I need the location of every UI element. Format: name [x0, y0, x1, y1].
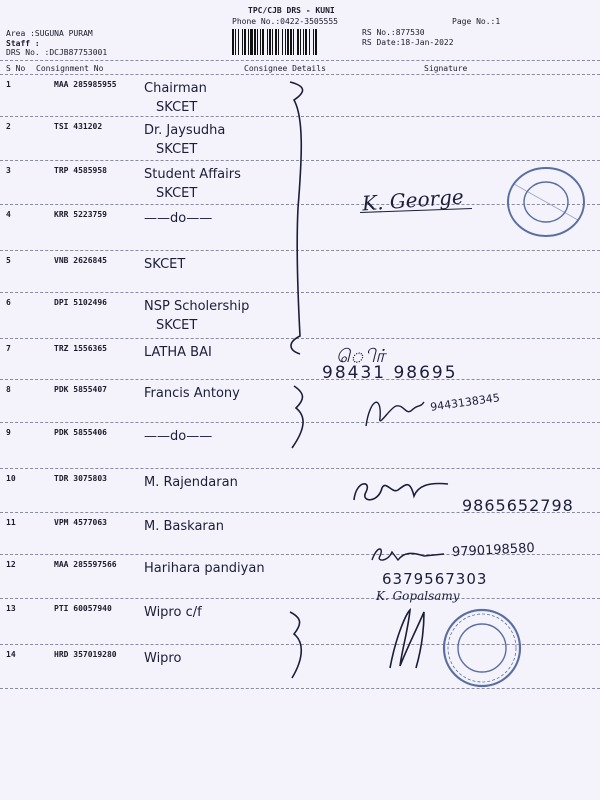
row-consignee-line1: ——do—— — [144, 429, 213, 444]
drs-title: TPC/CJB DRS - KUNI — [248, 6, 335, 15]
row-sno: 12 — [6, 560, 16, 569]
row-consignment-no: TRZ 1556365 — [54, 344, 107, 353]
row-sno: 11 — [6, 518, 16, 527]
row-consignment-no: TSI 431202 — [54, 122, 103, 131]
rs-date: RS Date:18-Jan-2022 — [362, 38, 454, 47]
area-label: Area :SUGUNA PURAM — [6, 29, 93, 38]
row-sno: 3 — [6, 166, 11, 175]
row-sno: 8 — [6, 385, 11, 394]
row-consignee-line1: Chairman — [144, 81, 207, 96]
barcode-bar — [305, 29, 307, 55]
staff-label: Staff : — [6, 39, 40, 48]
barcode-bar — [269, 29, 271, 55]
phone-number: Phone No.:0422-3505555 — [232, 17, 338, 26]
row-sno: 2 — [6, 122, 11, 131]
row10-phone: 9865652798 — [462, 496, 574, 515]
row-consignment-no: MAA 285597566 — [54, 560, 117, 569]
row-sno: 5 — [6, 256, 11, 265]
row-consignment-no: TDR 3075803 — [54, 474, 107, 483]
row-consignee-line1: ——do—— — [144, 211, 213, 226]
row-consignment-no: KRR 5223759 — [54, 210, 107, 219]
page-number: Page No.:1 — [452, 17, 501, 26]
barcode — [230, 29, 355, 56]
row-consignee-line1: Harihara pandiyan — [144, 561, 265, 576]
barcode-bar — [267, 29, 268, 55]
rs-number: RS No.:877530 — [362, 28, 425, 37]
row-consignee-line1: M. Rajendaran — [144, 475, 238, 490]
barcode-bar — [275, 29, 277, 55]
row-consignee-line1: NSP Scholership — [144, 299, 250, 314]
row-consignment-no: MAA 285985955 — [54, 80, 117, 89]
barcode-bar — [250, 29, 253, 55]
row-consignee-line1: M. Baskaran — [144, 519, 224, 534]
row-consignment-no: PDK 5855406 — [54, 428, 107, 437]
row-consignment-no: HRD 357019280 — [54, 650, 117, 659]
row-consignment-no: DPI 5102496 — [54, 298, 107, 307]
company-stamp — [440, 596, 524, 700]
barcode-bar — [262, 29, 264, 55]
signature-george: K. George — [361, 184, 465, 216]
row-consignment-no: PTI 60057940 — [54, 604, 112, 613]
barcode-bar — [257, 29, 258, 55]
row8-signature — [360, 388, 430, 432]
row7-phone: 98431 98695 — [322, 363, 458, 383]
row13-signature — [380, 606, 440, 676]
row-consignee-line1: Wipro c/f — [144, 605, 202, 620]
barcode-bar — [232, 29, 234, 55]
barcode-bar — [303, 29, 304, 55]
col-signature: Signature — [424, 64, 468, 73]
barcode-bar — [300, 29, 301, 55]
barcode-bar — [244, 29, 246, 55]
row-consignee-line1: LATHA BAI — [144, 345, 212, 360]
barcode-bar — [287, 29, 289, 55]
row-consignee-line1: SKCET — [144, 257, 186, 272]
row-consignee-line2: SKCET — [156, 100, 198, 115]
row-sno: 13 — [6, 604, 16, 613]
barcode-bar — [248, 29, 249, 55]
row10-signature — [348, 476, 458, 510]
barcode-bar — [235, 29, 236, 55]
barcode-bar — [293, 29, 294, 55]
col-consignee: Consignee Details — [244, 64, 326, 73]
row7-sign-mark: ிா்ெ — [336, 346, 387, 367]
row-consignment-no: TRP 4585958 — [54, 166, 107, 175]
row-consignee-line1: Dr. Jaysudha — [144, 123, 226, 138]
barcode-bar — [282, 29, 283, 55]
row-consignee-line2: SKCET — [156, 142, 198, 157]
row-consignment-no: VNB 2626845 — [54, 256, 107, 265]
round-stamp — [494, 160, 594, 240]
drs-number: DRS No. :DCJB87753001 — [6, 48, 108, 57]
row11-phone: 9790198580 — [451, 540, 536, 561]
row-consignment-no: VPM 4577063 — [54, 518, 107, 527]
row-consignee-line1: Student Affairs — [144, 167, 241, 182]
row-sno: 1 — [6, 80, 11, 89]
barcode-bar — [272, 29, 273, 55]
header-divider-bottom — [0, 74, 600, 75]
barcode-bar — [313, 29, 314, 55]
row8-phone: 9443138345 — [429, 391, 501, 414]
row-sno: 6 — [6, 298, 11, 307]
barcode-bar — [309, 29, 310, 55]
barcode-bar — [278, 29, 279, 55]
row12-name: K. Gopalsamy — [376, 589, 460, 603]
row-consignment-no: PDK 5855407 — [54, 385, 107, 394]
barcode-bar — [254, 29, 256, 55]
barcode-bar — [238, 29, 239, 55]
row-consignee-line2: SKCET — [156, 186, 198, 201]
row11-signature — [368, 542, 448, 566]
brace-marks — [280, 78, 320, 798]
barcode-bar — [315, 29, 317, 55]
row-consignee-line1: Wipro — [144, 651, 182, 666]
row-sno: 10 — [6, 474, 16, 483]
barcode-bar — [285, 29, 286, 55]
row-consignee-line1: Francis Antony — [144, 386, 240, 401]
row-sno: 7 — [6, 344, 11, 353]
header-divider-top — [0, 60, 600, 61]
barcode-bar — [242, 29, 243, 55]
barcode-bar — [290, 29, 292, 55]
col-sno: S No — [6, 64, 26, 73]
row-consignee-line2: SKCET — [156, 318, 198, 333]
row-sno: 14 — [6, 650, 16, 659]
barcode-bar — [260, 29, 261, 55]
row12-phone: 6379567303 — [382, 570, 488, 588]
col-consignment: Consignment No — [36, 64, 104, 73]
row-sno: 4 — [6, 210, 11, 219]
barcode-bar — [297, 29, 299, 55]
row-sno: 9 — [6, 428, 11, 437]
